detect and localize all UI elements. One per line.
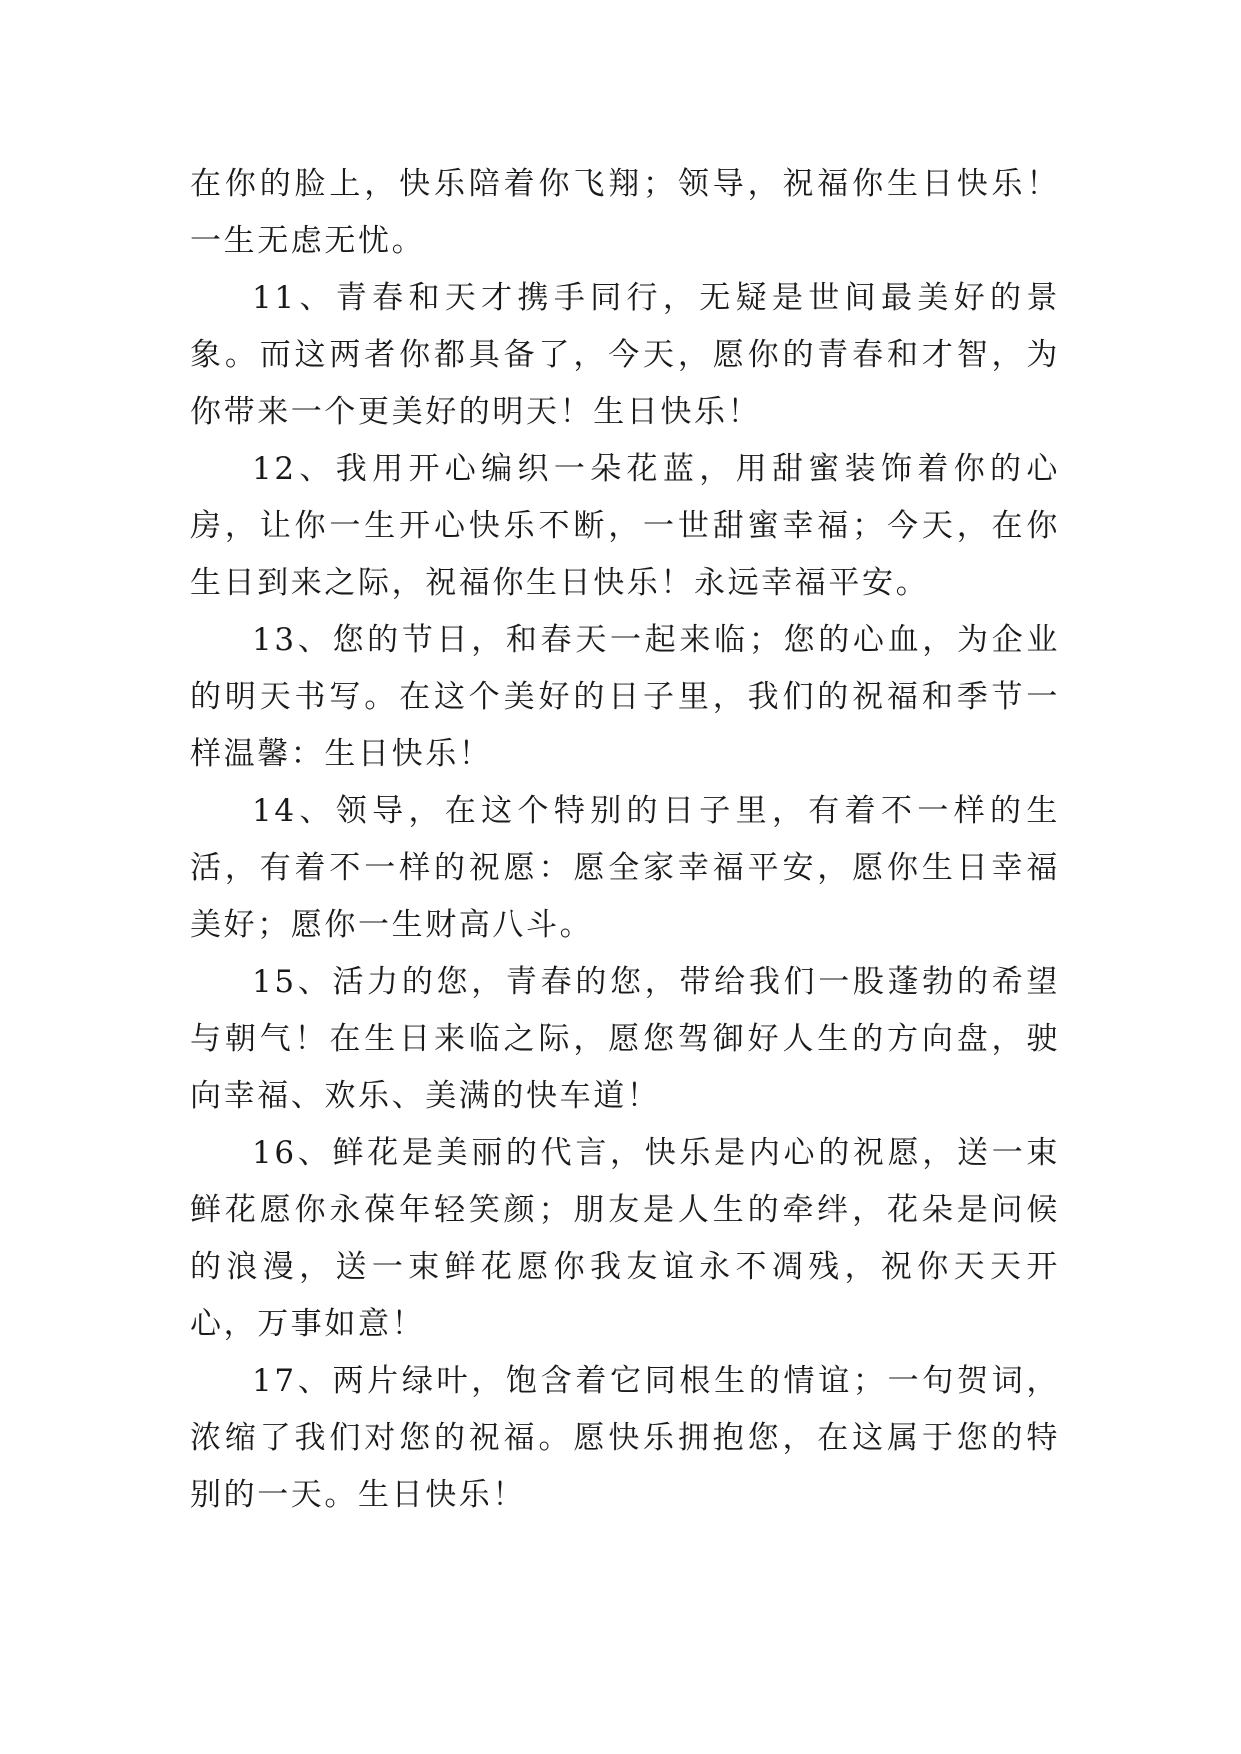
paragraph-item-17: 17、两片绿叶，饱含着它同根生的情谊；一句贺词，浓缩了我们对您的祝福。愿快乐拥抱您，在这属于您的特别的一天。生日快乐！	[190, 1363, 1060, 1513]
paragraph-item-15: 15、活力的您，青春的您，带给我们一股蓬勃的希望与朝气！在生日来临之际，愿您驾御好人生的方向盘，驶向幸福、欢乐、美满的快车道！	[190, 964, 1060, 1114]
paragraph-item-11: 11、青春和天才携手同行，无疑是世间最美好的景象。而这两者你都具备了，今天，愿你的青春和才智，为你带来一个更美好的明天！生日快乐！	[190, 280, 1060, 430]
document-body	[190, 156, 1060, 1524]
paragraph-item-16: 16、鲜花是美丽的代言，快乐是内心的祝愿，送一束鲜花愿你永葆年轻笑颜；朋友是人生的牵绊，花朵是问候的浪漫，送一束鲜花愿你我友谊永不凋残，祝你天天开心，万事如意！	[190, 1135, 1060, 1342]
paragraph-continuation: 在你的脸上，快乐陪着你飞翔；领导，祝福你生日快乐！一生无虑无忧。	[190, 166, 1060, 259]
paragraph-item-12: 12、我用开心编织一朵花蓝，用甜蜜装饰着你的心房，让你一生开心快乐不断，一世甜蜜幸福；今天，在你生日到来之际，祝福你生日快乐！永远幸福平安。	[190, 451, 1060, 601]
paragraph-item-13: 13、您的节日，和春天一起来临；您的心血，为企业的明天书写。在这个美好的日子里，我们的祝福和季节一样温馨：生日快乐！	[190, 622, 1060, 772]
paragraph-item-14: 14、领导，在这个特别的日子里，有着不一样的生活，有着不一样的祝愿：愿全家幸福平安，愿你生日幸福美好；愿你一生财高八斗。	[190, 793, 1060, 943]
